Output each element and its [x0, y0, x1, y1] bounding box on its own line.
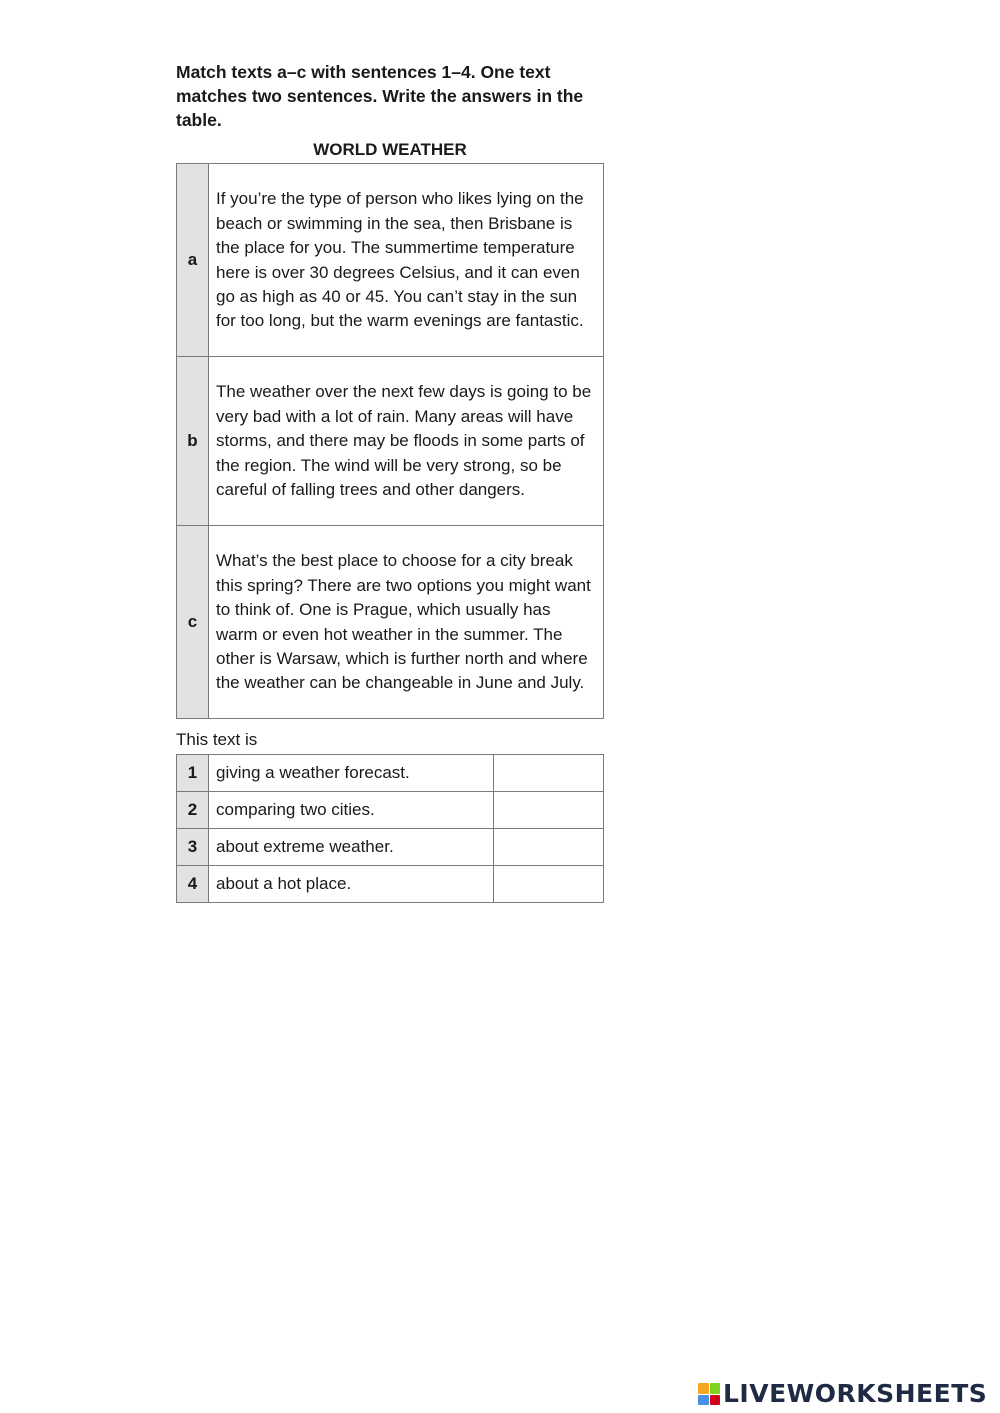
text-body: The weather over the next few days is going to be very bad with a lot of rain. Many areas will have storms, and there may be floods in some parts of the region. The wind will be very strong, so be careful of falling trees and other dangers.: [209, 357, 604, 526]
page-title: WORLD WEATHER: [313, 140, 467, 159]
answer-field[interactable]: [494, 755, 604, 792]
text-letter: a: [177, 164, 209, 357]
texts-table: [176, 163, 604, 719]
text-letter: b: [177, 357, 209, 526]
sentences-table: [176, 754, 604, 903]
sentence-number: 2: [177, 792, 209, 829]
logo-square-icon: [698, 1383, 709, 1394]
sentence-text: comparing two cities.: [209, 792, 494, 829]
sentence-number: 3: [177, 829, 209, 866]
sentence-row: [177, 866, 604, 903]
sentence-text: about extreme weather.: [209, 829, 494, 866]
sentence-number: 4: [177, 866, 209, 903]
logo-square-icon: [710, 1395, 721, 1406]
instructions: Match texts a–c with sentences 1–4. One text matches two sentences. Write the answers in the table.: [176, 62, 584, 130]
sentence-text: about a hot place.: [209, 866, 494, 903]
logo-square-icon: [698, 1395, 709, 1406]
sentence-row: [177, 755, 604, 792]
text-body: If you’re the type of person who likes lying on the beach or swimming in the sea, then Brisbane is the place for you. The summertime temperature here is over 30 degrees Celsius, and it can even go as high as 40 or 45. You can’t stay in the sun for too long, but the warm evenings are fantastic.: [209, 164, 604, 357]
logo-square-icon: [710, 1383, 721, 1394]
answer-field[interactable]: [494, 829, 604, 866]
answer-field[interactable]: [494, 792, 604, 829]
text-row-c: [177, 526, 604, 719]
answer-field[interactable]: [494, 866, 604, 903]
liveworksheets-logo: [698, 1378, 987, 1410]
liveworksheets-logo-icon: [698, 1383, 720, 1405]
text-row-a: [177, 164, 604, 357]
text-letter: c: [177, 526, 209, 719]
sentence-text: giving a weather forecast.: [209, 755, 494, 792]
text-row-b: [177, 357, 604, 526]
sentence-row: [177, 792, 604, 829]
sentence-number: 1: [177, 755, 209, 792]
logo-text: LIVEWORKSHEETS: [723, 1379, 988, 1408]
sentence-row: [177, 829, 604, 866]
lead-in: This text is: [176, 730, 258, 749]
text-body: What’s the best place to choose for a city break this spring? There are two options you might want to think of. One is Prague, which usually has warm or even hot weather in the summer. The other is Warsaw, which is further north and where the weather can be changeable in June and July.: [209, 526, 604, 719]
